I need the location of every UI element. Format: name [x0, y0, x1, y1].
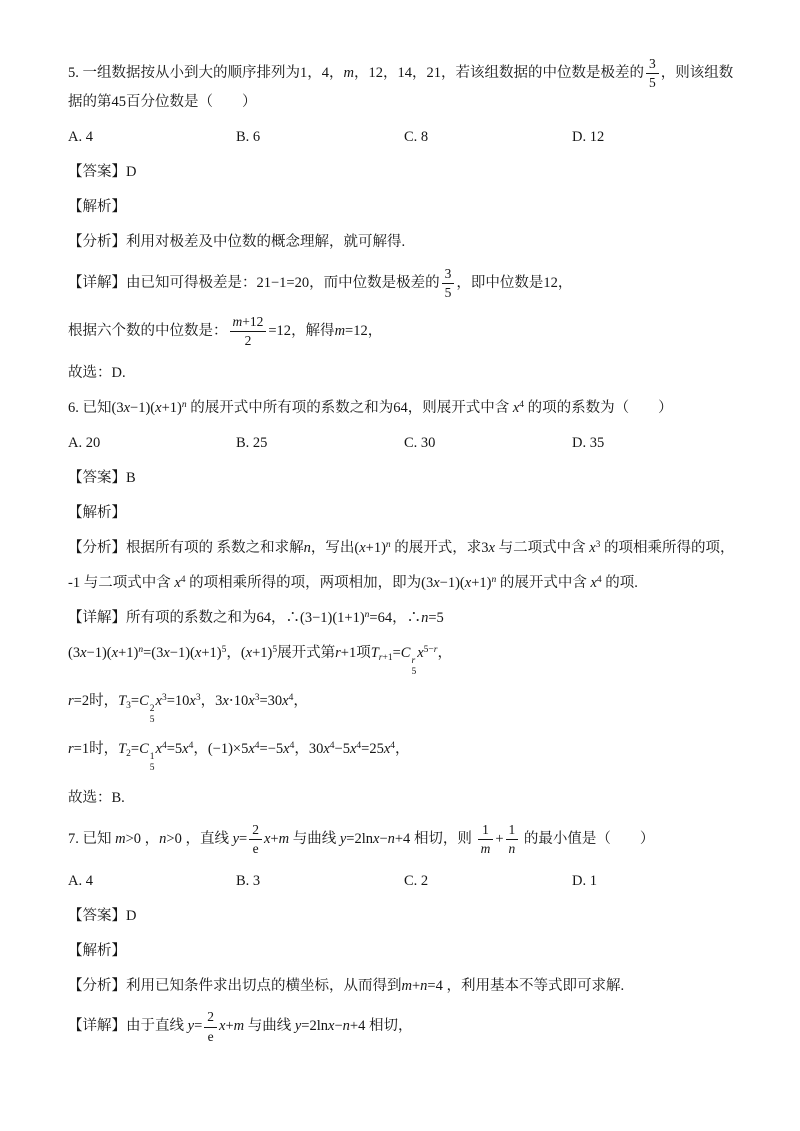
math-run: 3	[195, 693, 201, 704]
text-run: ，则展开式中含	[407, 399, 513, 416]
text-run: ，	[367, 323, 383, 340]
math-run: =5	[166, 741, 183, 758]
question-6-text	[68, 397, 740, 419]
analysis-7	[68, 975, 740, 997]
math-variable: m	[115, 830, 126, 847]
text-run: 【详解】所有项的系数之和为	[68, 609, 257, 626]
math-run: +1)	[252, 644, 273, 661]
math-run: 4	[161, 741, 167, 752]
math-run: =10	[166, 693, 190, 710]
math-run: (	[240, 644, 246, 661]
math-run: +1)	[118, 644, 139, 661]
text-run: ，	[294, 741, 309, 758]
math-run: 2	[126, 749, 131, 760]
math-variable: x	[155, 693, 162, 710]
text-run: ，	[293, 693, 308, 710]
math-variable: x	[323, 741, 330, 758]
math-variable: C	[400, 644, 411, 661]
fraction-numerator	[249, 822, 262, 840]
text-run: 6. 已知	[68, 399, 112, 416]
math-run: 2	[207, 1009, 214, 1025]
math-run: +	[495, 830, 504, 847]
text-run: ，解得	[291, 323, 335, 340]
math-variable: r	[378, 652, 383, 663]
math-variable: x	[163, 644, 170, 661]
math-run: 4	[390, 741, 396, 752]
text-run: ，写出	[310, 539, 355, 556]
math-run: 4	[596, 574, 602, 585]
math-run: 64	[256, 609, 271, 626]
math-run: 3	[595, 539, 601, 550]
text-run: ，利用基本不等式即可求解.	[442, 977, 625, 994]
math-run: =25	[361, 741, 384, 758]
math-variable: x	[155, 741, 162, 758]
text-run: 【详解】由于直线	[68, 1018, 188, 1035]
math-run: 4	[188, 741, 194, 752]
option-D: D. 12	[572, 129, 605, 146]
math-run: >0	[125, 830, 142, 847]
question-7-text	[68, 822, 740, 857]
math-variable: y	[187, 1018, 195, 1035]
stacked-scripts	[149, 752, 156, 774]
analysis-label-5	[68, 196, 740, 218]
math-variable: x	[512, 399, 520, 416]
math-variable: x	[590, 574, 597, 591]
math-variable: n	[181, 399, 187, 410]
math-run: =5	[428, 609, 444, 626]
text-run: ，	[392, 609, 407, 626]
math-run: −1)(	[169, 644, 195, 661]
math-variable: n	[385, 539, 391, 550]
math-run: 4	[288, 693, 294, 704]
math-variable: x	[488, 539, 495, 556]
math-run: 5	[411, 666, 417, 677]
stacked-superscript	[150, 704, 155, 715]
math-run: +1	[340, 644, 357, 661]
text-run: ，	[226, 644, 241, 661]
math-variable: n	[508, 840, 516, 856]
option-B: B. 25	[236, 434, 268, 451]
math-run: −5	[334, 741, 350, 758]
text-run: ，则该组数据的第45百分位数是（ ）	[68, 65, 734, 111]
math-variable: x	[373, 830, 380, 847]
math-run: +12	[242, 314, 264, 330]
math-variable: x	[222, 693, 229, 710]
detail-5-line-1	[68, 266, 740, 301]
option-B: B. 3	[236, 872, 261, 889]
answer-7	[68, 905, 740, 927]
math-variable: C	[139, 741, 149, 758]
math-run: 5	[149, 763, 155, 774]
fraction-denominator	[506, 840, 519, 857]
text-run: 的展开式中含	[496, 574, 591, 591]
math-run: =	[392, 644, 401, 661]
fraction	[644, 56, 661, 91]
math-run: +4	[394, 830, 411, 847]
math-run: (3	[111, 399, 124, 416]
math-variable: x	[182, 741, 189, 758]
text-run: 的项.	[601, 574, 638, 591]
text-run: ，12，14，21，若该组数据的中位数是极差的	[353, 65, 644, 82]
math-run: e	[252, 840, 259, 856]
math-run: 3	[161, 693, 167, 704]
math-run: =	[194, 1018, 203, 1035]
math-variable: x	[589, 539, 596, 556]
math-run: 4	[519, 399, 525, 410]
math-run: e	[207, 1028, 214, 1044]
text-run: ，	[437, 644, 452, 661]
math-variable: r	[68, 693, 74, 710]
fraction-numerator	[646, 56, 659, 74]
math-run: =64	[369, 609, 393, 626]
text-run: ，	[200, 693, 216, 710]
math-variable: x	[123, 399, 131, 416]
math-run: 4	[329, 741, 335, 752]
math-run: =4	[427, 977, 443, 994]
math-run: 2	[252, 821, 259, 837]
text-run: 的展开式，求	[390, 539, 482, 556]
detail-6-line-3	[68, 690, 740, 726]
fraction	[504, 822, 521, 857]
fraction-numerator	[478, 822, 494, 840]
detail-5-line-2	[68, 314, 740, 349]
math-variable: m	[334, 323, 346, 340]
math-variable: m	[233, 1018, 245, 1035]
math-variable: x	[245, 644, 253, 661]
text-run: 时，	[89, 693, 119, 710]
math-variable: x	[417, 644, 424, 661]
math-run: +1	[382, 652, 393, 663]
detail-6-line-1	[68, 607, 740, 629]
math-run: >0	[166, 830, 182, 847]
math-run: +	[270, 830, 279, 847]
math-run: =2ln	[346, 830, 373, 847]
stacked-superscript	[150, 752, 155, 763]
text-run: 【分析】利用对极差及中位数的概念理解，就可解得.	[68, 234, 406, 251]
subscript	[379, 653, 393, 663]
text-run: 5. 一组数据按从小到大的顺序排列为1，4，	[68, 65, 344, 82]
stacked-superscript	[411, 656, 415, 667]
conclusion-6	[68, 787, 740, 809]
fraction	[440, 266, 457, 301]
analysis-5	[68, 231, 740, 253]
superscript	[424, 645, 438, 655]
question-6-options	[68, 432, 740, 454]
text-run: 时，	[89, 741, 119, 758]
math-variable: x	[283, 741, 290, 758]
stacked-subscript	[150, 763, 155, 774]
math-run: =12	[268, 323, 292, 340]
option-A: A. 4	[68, 129, 93, 146]
math-run: +	[411, 977, 421, 994]
math-run: (	[354, 539, 360, 556]
text-run: 相切，	[365, 1018, 413, 1035]
text-run: 根据六个数的中位数是：	[68, 323, 228, 340]
text-run: 【解析】	[68, 942, 126, 959]
math-variable: n	[303, 539, 311, 556]
math-run: =30	[259, 693, 283, 710]
math-run: =(3	[143, 644, 164, 661]
math-run: 1	[149, 752, 155, 763]
math-variable: x	[155, 399, 162, 416]
math-variable: x	[111, 644, 119, 661]
math-run: +1)	[161, 399, 182, 416]
text-run: ，	[271, 609, 286, 626]
option-D: D. 35	[572, 434, 605, 451]
fraction-denominator	[442, 284, 455, 301]
math-run: =	[130, 693, 140, 710]
math-run: +4	[349, 1018, 366, 1035]
detail-6-line-2	[68, 642, 740, 678]
analysis-label-7	[68, 940, 740, 962]
text-run: ，直线	[181, 830, 233, 847]
math-variable: T	[370, 644, 379, 661]
math-run: 3	[648, 56, 656, 71]
math-run: ∴(3−1)(1+1)	[285, 609, 365, 626]
text-run: 7. 已知	[68, 830, 116, 847]
math-run: +1)	[471, 574, 492, 591]
math-run: −1)(	[86, 644, 112, 661]
option-C: C. 8	[404, 129, 429, 146]
fraction-numerator	[506, 822, 519, 840]
text-run: 故选：B.	[68, 789, 125, 806]
text-run: 的最小值是（ ）	[520, 830, 655, 847]
math-run: =−5	[259, 741, 284, 758]
math-variable: y	[339, 830, 347, 847]
math-run: 2	[244, 333, 252, 349]
text-run: 项	[356, 644, 371, 661]
text-run: 【分析】利用已知条件求出切点的横坐标，从而得到	[68, 977, 402, 994]
text-run: 【答案】B	[68, 469, 136, 486]
text-run: 【分析】根据所有项的 系数之和求解	[68, 539, 304, 556]
math-variable: n	[342, 1018, 350, 1035]
math-variable: x	[174, 574, 181, 591]
fraction-numerator	[230, 314, 267, 332]
math-variable: x	[189, 693, 196, 710]
fraction-denominator	[478, 840, 494, 857]
math-run: −1)(	[130, 399, 156, 416]
option-A: A. 20	[68, 434, 101, 451]
option-A: A. 4	[68, 872, 93, 889]
analysis-6-line-2	[68, 572, 740, 594]
conclusion-5	[68, 362, 740, 384]
math-run: 1	[508, 821, 516, 837]
detail-6-line-4	[68, 738, 740, 774]
math-run: =1	[73, 741, 90, 758]
math-run: =	[130, 741, 140, 758]
math-run: 4	[289, 741, 295, 752]
math-variable: r	[68, 741, 74, 758]
math-run: +1)	[201, 644, 222, 661]
math-run: 5−	[423, 644, 434, 655]
math-run: 1	[482, 821, 489, 837]
fraction-denominator	[249, 840, 262, 857]
math-run: 30	[308, 741, 324, 758]
math-run: −	[379, 830, 388, 847]
math-variable: x	[282, 693, 289, 710]
math-run: ⋅10	[228, 693, 249, 710]
math-variable: x	[328, 1018, 335, 1035]
text-run: 【答案】D	[68, 907, 137, 924]
option-B: B. 6	[236, 129, 261, 146]
math-run: 5	[221, 644, 227, 655]
option-D: D. 1	[572, 872, 597, 889]
math-variable: n	[138, 644, 144, 655]
text-run: 与曲线	[289, 830, 340, 847]
math-variable: x	[248, 693, 255, 710]
math-variable: m	[401, 977, 412, 994]
question-7-options	[68, 870, 740, 892]
fraction	[228, 314, 269, 349]
math-run: 4	[180, 574, 186, 585]
text-run: 相切，则	[410, 830, 476, 847]
analysis-6-line-1	[68, 537, 740, 559]
fraction-denominator	[646, 74, 659, 91]
option-C: C. 2	[404, 872, 429, 889]
detail-7-line-1	[68, 1009, 740, 1044]
text-run: 的项的系数为（ ）	[524, 399, 673, 416]
text-run: 的展开式中所有项的系数之和为	[186, 399, 394, 416]
math-run: 4	[356, 741, 362, 752]
text-run: ，	[557, 275, 573, 292]
text-run: 展开式第	[277, 644, 336, 661]
math-variable: r	[433, 644, 438, 655]
math-run: −1)(	[439, 574, 465, 591]
math-run: ∴	[406, 609, 422, 626]
math-variable: x	[194, 644, 202, 661]
math-variable: x	[433, 574, 440, 591]
answer-6	[68, 467, 740, 489]
math-run: =12	[345, 323, 368, 340]
math-run: +	[225, 1018, 234, 1035]
math-run: 5	[648, 75, 656, 91]
math-run: 3	[481, 539, 489, 556]
math-run: (3	[421, 574, 434, 591]
text-run: 故选：D.	[68, 364, 126, 381]
math-variable: n	[491, 574, 497, 585]
math-variable: r	[411, 655, 416, 666]
text-run: 的项相乘所得的项，	[600, 539, 735, 556]
fraction-denominator	[204, 1028, 217, 1045]
text-run: -1 与二项式中含	[68, 574, 175, 591]
math-variable: T	[118, 741, 127, 758]
math-run: (3	[68, 644, 81, 661]
fraction	[247, 822, 264, 857]
text-run: 与二项式中含	[494, 539, 590, 556]
fraction-numerator	[442, 266, 455, 284]
answer-5	[68, 161, 740, 183]
stacked-subscript	[150, 715, 155, 726]
text-run: ，	[193, 741, 208, 758]
math-run: =	[239, 830, 248, 847]
math-run: =2ln	[301, 1018, 329, 1035]
math-run: 5	[272, 644, 278, 655]
stacked-subscript	[411, 667, 416, 678]
math-variable: n	[421, 609, 429, 626]
fraction-denominator	[230, 332, 267, 349]
text-run: 【详解】由已知可得极差是：	[68, 275, 257, 292]
math-run: 2	[149, 704, 155, 715]
stacked-scripts	[149, 704, 156, 726]
math-run: 3	[444, 266, 452, 282]
math-variable: m	[343, 65, 354, 82]
math-variable: T	[118, 693, 127, 710]
math-run: 21−1=20	[256, 275, 310, 292]
math-variable: x	[248, 741, 255, 758]
math-run: 12	[543, 275, 558, 292]
math-variable: x	[349, 741, 357, 758]
math-run: 5	[149, 714, 155, 725]
math-run: 3	[126, 701, 131, 712]
math-variable: x	[219, 1018, 226, 1035]
math-variable: y	[294, 1018, 302, 1035]
fraction	[476, 822, 496, 857]
math-variable: m	[232, 314, 243, 330]
text-run: ，	[395, 741, 410, 758]
math-variable: y	[232, 830, 240, 847]
question-5-text	[68, 56, 740, 114]
math-run: 3	[254, 693, 260, 704]
math-variable: n	[159, 830, 167, 847]
math-variable: x	[359, 539, 366, 556]
math-variable: r	[335, 644, 341, 661]
math-run: 4	[254, 741, 260, 752]
analysis-label-6	[68, 502, 740, 524]
question-5-options	[68, 126, 740, 148]
math-run: −	[334, 1018, 343, 1035]
math-run: 3	[215, 693, 223, 710]
math-run: 64	[393, 399, 408, 416]
text-run: ，而中位数是极差的	[309, 275, 440, 292]
math-variable: n	[364, 609, 370, 620]
math-variable: m	[278, 830, 290, 847]
text-run: ，	[141, 830, 160, 847]
text-run: 【解析】	[68, 504, 126, 521]
math-variable: x	[464, 574, 472, 591]
math-run: +1)	[365, 539, 386, 556]
math-variable: n	[420, 977, 428, 994]
option-C: C. 30	[404, 434, 436, 451]
math-run: (−1)×5	[207, 741, 249, 758]
math-run: 5	[444, 285, 452, 301]
math-variable: C	[139, 693, 149, 710]
math-variable: x	[383, 741, 391, 758]
math-variable: x	[80, 644, 87, 661]
text-run: ，即中位数是	[456, 275, 544, 292]
fraction	[202, 1009, 219, 1044]
text-run: 的项相乘所得的项，两项相加，即为	[185, 574, 422, 591]
fraction-numerator	[204, 1009, 217, 1027]
math-variable: x	[263, 830, 271, 847]
math-variable: n	[387, 830, 395, 847]
text-run: 【解析】	[68, 199, 126, 216]
text-run: 与曲线	[244, 1018, 295, 1035]
math-variable: m	[480, 840, 491, 856]
text-run: 【答案】D	[68, 164, 137, 181]
math-run: =2	[73, 693, 90, 710]
